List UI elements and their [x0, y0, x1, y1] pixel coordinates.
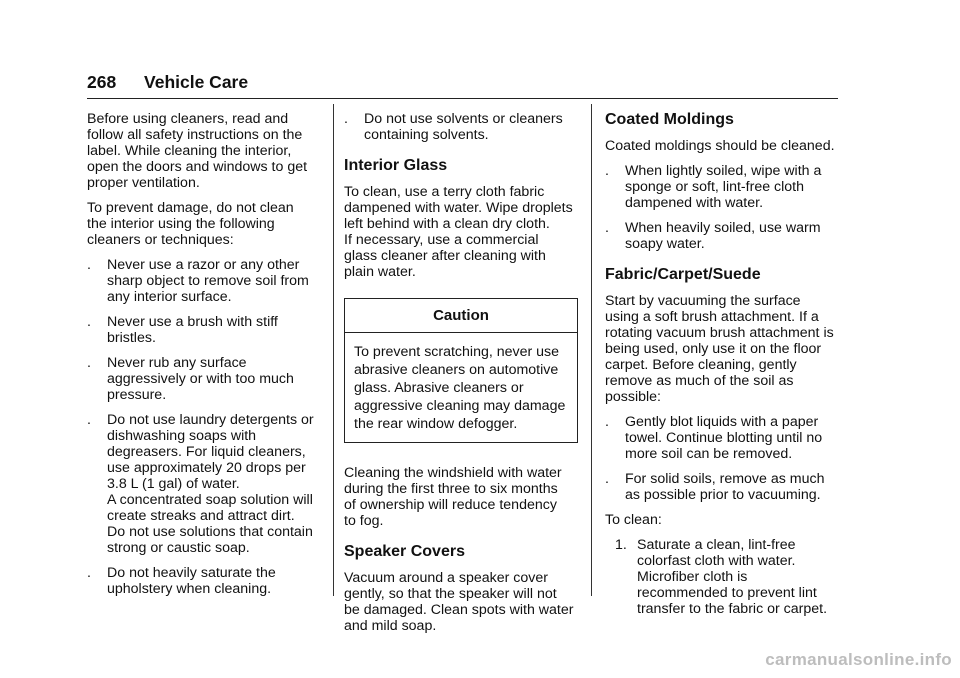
- bullet-glyph: .: [87, 412, 91, 428]
- bullet-glyph: .: [605, 163, 609, 179]
- list-item: [87, 355, 327, 403]
- list-item-text: Never use a razor or any other sharp object to remove soil from any interior surface.: [107, 257, 309, 305]
- list-item: [87, 314, 327, 346]
- bullet-glyph: .: [87, 314, 91, 330]
- page-header: [87, 72, 838, 99]
- watermark: carmanualsonline.info: [765, 650, 952, 669]
- intro-paragraph: Before using cleaners, read and follow all safety instructions on the label. While cleaning the interior, open the doors and windows to get proper ventilation.: [87, 111, 308, 191]
- column-1: [87, 111, 327, 606]
- page-number: 268: [87, 72, 117, 92]
- windshield-paragraph: Cleaning the windshield with water during the first three to six months of ownership will reduce tendency to fog.: [344, 465, 562, 529]
- list-item-text: When heavily soiled, use warm soapy water.: [625, 220, 821, 252]
- column-3: [605, 111, 841, 626]
- list-item-text: Do not use solvents or cleaners containing solvents.: [364, 111, 563, 143]
- list-item: [605, 163, 841, 211]
- column-divider-1: [333, 104, 334, 596]
- interior-glass-heading: Interior Glass: [344, 157, 448, 174]
- step-number: 1.: [615, 537, 627, 553]
- coated-moldings-text: Coated moldings should be cleaned.: [605, 138, 835, 154]
- numbered-step: [605, 537, 841, 617]
- fabric-carpet-suede-heading: Fabric/Carpet/Suede: [605, 266, 761, 283]
- list-item-text: Never rub any surface aggressively or with too much pressure.: [107, 355, 294, 403]
- list-item: [344, 111, 584, 143]
- bullet-glyph: .: [87, 565, 91, 581]
- list-item: [605, 414, 841, 462]
- caution-text: To prevent scratching, never use abrasive cleaners on automotive glass. Abrasive cleaners or aggressive cleaning may damage the rear window defogger.: [354, 344, 566, 432]
- column-2: [344, 111, 584, 643]
- list-item: [87, 412, 327, 556]
- list-item-text: Do not heavily saturate the upholstery when cleaning.: [107, 565, 276, 597]
- list-item-text: Gently blot liquids with a paper towel. Continue blotting until no more soil can be removed.: [625, 414, 823, 462]
- to-clean-label: To clean:: [605, 512, 662, 528]
- fabric-text: Start by vacuuming the surface using a soft brush attachment. If a rotating vacuum brush attachment is being used, only use it on the floor carpet. Before cleaning, gently remove as much of the soil as possible:: [605, 293, 834, 405]
- list-item: [87, 565, 327, 597]
- list-item-text: When lightly soiled, wipe with a sponge or soft, lint-free cloth dampened with water.: [625, 163, 822, 211]
- list-item: [605, 471, 841, 503]
- speaker-covers-text: Vacuum around a speaker cover gently, so that the speaker will not be damaged. Clean spots with water and mild soap.: [344, 570, 574, 634]
- bullet-glyph: .: [87, 355, 91, 371]
- step-text: Saturate a clean, lint-free colorfast cloth with water. Microfiber cloth is recommended to prevent lint transfer to the fabric or carpet.: [637, 537, 828, 617]
- bullet-glyph: .: [605, 220, 609, 236]
- speaker-covers-heading: Speaker Covers: [344, 543, 465, 560]
- list-item: [605, 220, 841, 252]
- section-title: Vehicle Care: [144, 72, 249, 92]
- bullet-glyph: .: [605, 471, 609, 487]
- bullet-glyph: .: [87, 257, 91, 273]
- bullet-glyph: .: [344, 111, 348, 127]
- caution-title: Caution: [345, 299, 577, 333]
- column-divider-2: [591, 104, 592, 596]
- list-item: [87, 257, 327, 305]
- list-item-text: For solid soils, remove as much as possible prior to vacuuming.: [625, 471, 825, 503]
- caution-box: [344, 298, 578, 443]
- list-item-text: Never use a brush with stiff bristles.: [107, 314, 278, 346]
- interior-glass-text: To clean, use a terry cloth fabric dampened with water. Wipe droplets left behind with a clean dry cloth. If necessary, use a commercial glass cleaner after cleaning with plain water.: [344, 184, 573, 280]
- coated-moldings-heading: Coated Moldings: [605, 111, 734, 128]
- prevent-damage-paragraph: To prevent damage, do not clean the interior using the following cleaners or techniques:: [87, 200, 294, 248]
- bullet-glyph: .: [605, 414, 609, 430]
- list-item-text: Do not use laundry detergents or dishwashing soaps with degreasers. For liquid cleaners, use approximately 20 drops per 3.8 L (1 gal) of water. A concentrated soap solution will create streaks and attract dirt. Do not use solutions that contain strong or caustic soap.: [107, 412, 314, 556]
